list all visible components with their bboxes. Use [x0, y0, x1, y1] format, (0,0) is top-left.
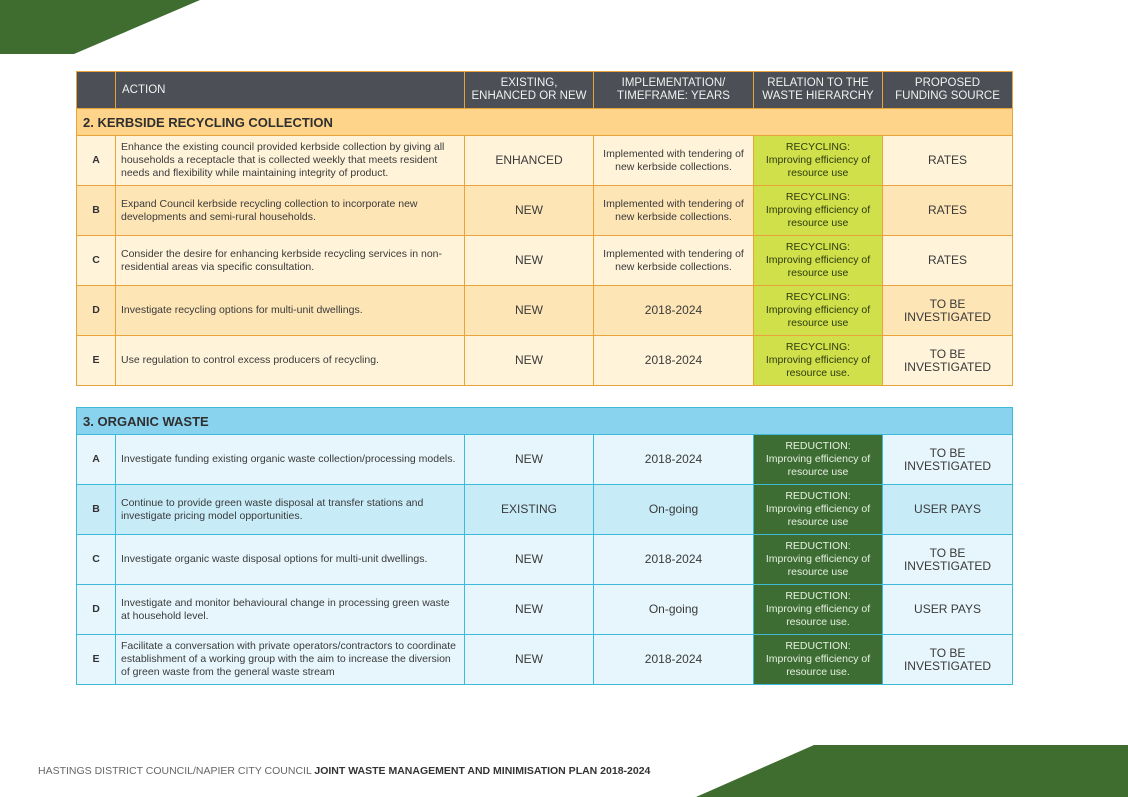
row-action: Investigate funding existing organic waste collection/processing models.	[116, 435, 465, 485]
row-funding: RATES	[883, 136, 1013, 186]
hierarchy-text: Improving efficiency of resource use.	[765, 354, 871, 379]
corner-decoration-bottom-right	[696, 745, 1128, 797]
row-letter: D	[77, 585, 116, 635]
row-status: NEW	[465, 435, 594, 485]
row-hierarchy	[754, 336, 883, 386]
kerbside-recycling-table	[76, 71, 1013, 386]
table-row	[77, 136, 1013, 186]
hierarchy-title: RECYCLING:	[785, 241, 851, 253]
row-funding: USER PAYS	[883, 585, 1013, 635]
hierarchy-title: REDUCTION:	[785, 590, 851, 602]
hierarchy-text: Improving efficiency of resource use.	[765, 653, 871, 678]
row-status: NEW	[465, 186, 594, 236]
hierarchy-text: Improving efficiency of resource use	[765, 204, 871, 229]
row-letter: E	[77, 336, 116, 386]
row-timeframe: 2018-2024	[594, 635, 754, 685]
row-hierarchy	[754, 136, 883, 186]
row-hierarchy	[754, 186, 883, 236]
header-implementation: IMPLEMENTATION/ TIMEFRAME: YEARS	[594, 72, 754, 109]
row-status: NEW	[465, 635, 594, 685]
hierarchy-text: Improving efficiency of resource use	[765, 254, 871, 279]
row-funding: TO BE INVESTIGATED	[883, 535, 1013, 585]
row-hierarchy	[754, 286, 883, 336]
row-action: Investigate and monitor behavioural change in processing green waste at household level.	[116, 585, 465, 635]
table-row	[77, 585, 1013, 635]
row-action: Consider the desire for enhancing kerbside recycling services in non-residential areas via specific consultation.	[116, 236, 465, 286]
footer-org: HASTINGS DISTRICT COUNCIL/NAPIER CITY COUNCIL	[38, 765, 312, 777]
hierarchy-title: RECYCLING:	[785, 141, 851, 153]
hierarchy-text: Improving efficiency of resource use	[765, 503, 871, 528]
row-hierarchy	[754, 585, 883, 635]
page-footer	[38, 765, 650, 777]
row-status: NEW	[465, 286, 594, 336]
hierarchy-text: Improving efficiency of resource use	[765, 154, 871, 179]
row-action: Continue to provide green waste disposal at transfer stations and investigate pricing model opportunities.	[116, 485, 465, 535]
row-timeframe: On-going	[594, 585, 754, 635]
row-funding: RATES	[883, 186, 1013, 236]
row-funding: TO BE INVESTIGATED	[883, 336, 1013, 386]
table-row	[77, 635, 1013, 685]
row-timeframe: On-going	[594, 485, 754, 535]
row-timeframe: 2018-2024	[594, 286, 754, 336]
row-hierarchy	[754, 435, 883, 485]
row-hierarchy	[754, 485, 883, 535]
row-hierarchy	[754, 236, 883, 286]
row-funding: TO BE INVESTIGATED	[883, 286, 1013, 336]
row-letter: D	[77, 286, 116, 336]
row-action: Use regulation to control excess producers of recycling.	[116, 336, 465, 386]
section-title-row	[77, 109, 1013, 136]
hierarchy-title: REDUCTION:	[785, 490, 851, 502]
row-letter: A	[77, 136, 116, 186]
row-action: Facilitate a conversation with private operators/contractors to coordinate establishment of a working group with the aim to increase the diversion of green waste from the general waste stream	[116, 635, 465, 685]
hierarchy-text: Improving efficiency of resource use.	[765, 603, 871, 628]
table-header-row	[77, 72, 1013, 109]
row-hierarchy	[754, 535, 883, 585]
row-timeframe: 2018-2024	[594, 336, 754, 386]
row-funding: RATES	[883, 236, 1013, 286]
row-funding: TO BE INVESTIGATED	[883, 635, 1013, 685]
row-timeframe: Implemented with tendering of new kerbside collections.	[594, 236, 754, 286]
row-letter: A	[77, 435, 116, 485]
row-hierarchy	[754, 635, 883, 685]
table-row	[77, 435, 1013, 485]
corner-decoration-top-left	[0, 0, 200, 54]
row-timeframe: Implemented with tendering of new kerbside collections.	[594, 186, 754, 236]
header-funding: PROPOSED FUNDING SOURCE	[883, 72, 1013, 109]
row-letter: E	[77, 635, 116, 685]
section-title-kerbside: 2. KERBSIDE RECYCLING COLLECTION	[77, 109, 1013, 136]
row-timeframe: 2018-2024	[594, 535, 754, 585]
row-status: NEW	[465, 236, 594, 286]
section-title-row	[77, 408, 1013, 435]
row-funding: TO BE INVESTIGATED	[883, 435, 1013, 485]
row-timeframe: Implemented with tendering of new kerbside collections.	[594, 136, 754, 186]
header-relation: RELATION TO THE WASTE HIERARCHY	[754, 72, 883, 109]
row-status: NEW	[465, 535, 594, 585]
row-action: Investigate recycling options for multi-unit dwellings.	[116, 286, 465, 336]
table-row	[77, 535, 1013, 585]
row-timeframe: 2018-2024	[594, 435, 754, 485]
row-status: NEW	[465, 336, 594, 386]
row-action: Enhance the existing council provided kerbside collection by giving all households a receptacle that is collected weekly that meets resident needs and flexibility while maintaining integrity of product.	[116, 136, 465, 186]
header-action: ACTION	[116, 72, 465, 109]
hierarchy-text: Improving efficiency of resource use	[765, 553, 871, 578]
row-letter: B	[77, 186, 116, 236]
hierarchy-text: Improving efficiency of resource use	[765, 304, 871, 329]
row-status: NEW	[465, 585, 594, 635]
row-action: Investigate organic waste disposal options for multi-unit dwellings.	[116, 535, 465, 585]
row-funding: USER PAYS	[883, 485, 1013, 535]
table-row	[77, 286, 1013, 336]
hierarchy-text: Improving efficiency of resource use	[765, 453, 871, 478]
table-row	[77, 336, 1013, 386]
row-status: ENHANCED	[465, 136, 594, 186]
footer-doc-title: JOINT WASTE MANAGEMENT AND MINIMISATION PLAN 2018-2024	[314, 765, 651, 777]
table-row	[77, 236, 1013, 286]
row-action: Expand Council kerbside recycling collection to incorporate new developments and semi-rural households.	[116, 186, 465, 236]
table-row	[77, 186, 1013, 236]
header-existing: EXISTING, ENHANCED OR NEW	[465, 72, 594, 109]
hierarchy-title: RECYCLING:	[785, 341, 851, 353]
hierarchy-title: REDUCTION:	[785, 640, 851, 652]
organic-waste-table	[76, 407, 1013, 685]
hierarchy-title: REDUCTION:	[785, 540, 851, 552]
hierarchy-title: RECYCLING:	[785, 291, 851, 303]
row-status: EXISTING	[465, 485, 594, 535]
row-letter: C	[77, 535, 116, 585]
hierarchy-title: RECYCLING:	[785, 191, 851, 203]
header-letter	[77, 72, 116, 109]
table-row	[77, 485, 1013, 535]
row-letter: C	[77, 236, 116, 286]
hierarchy-title: REDUCTION:	[785, 440, 851, 452]
row-letter: B	[77, 485, 116, 535]
section-title-organic: 3. ORGANIC WASTE	[77, 408, 1013, 435]
